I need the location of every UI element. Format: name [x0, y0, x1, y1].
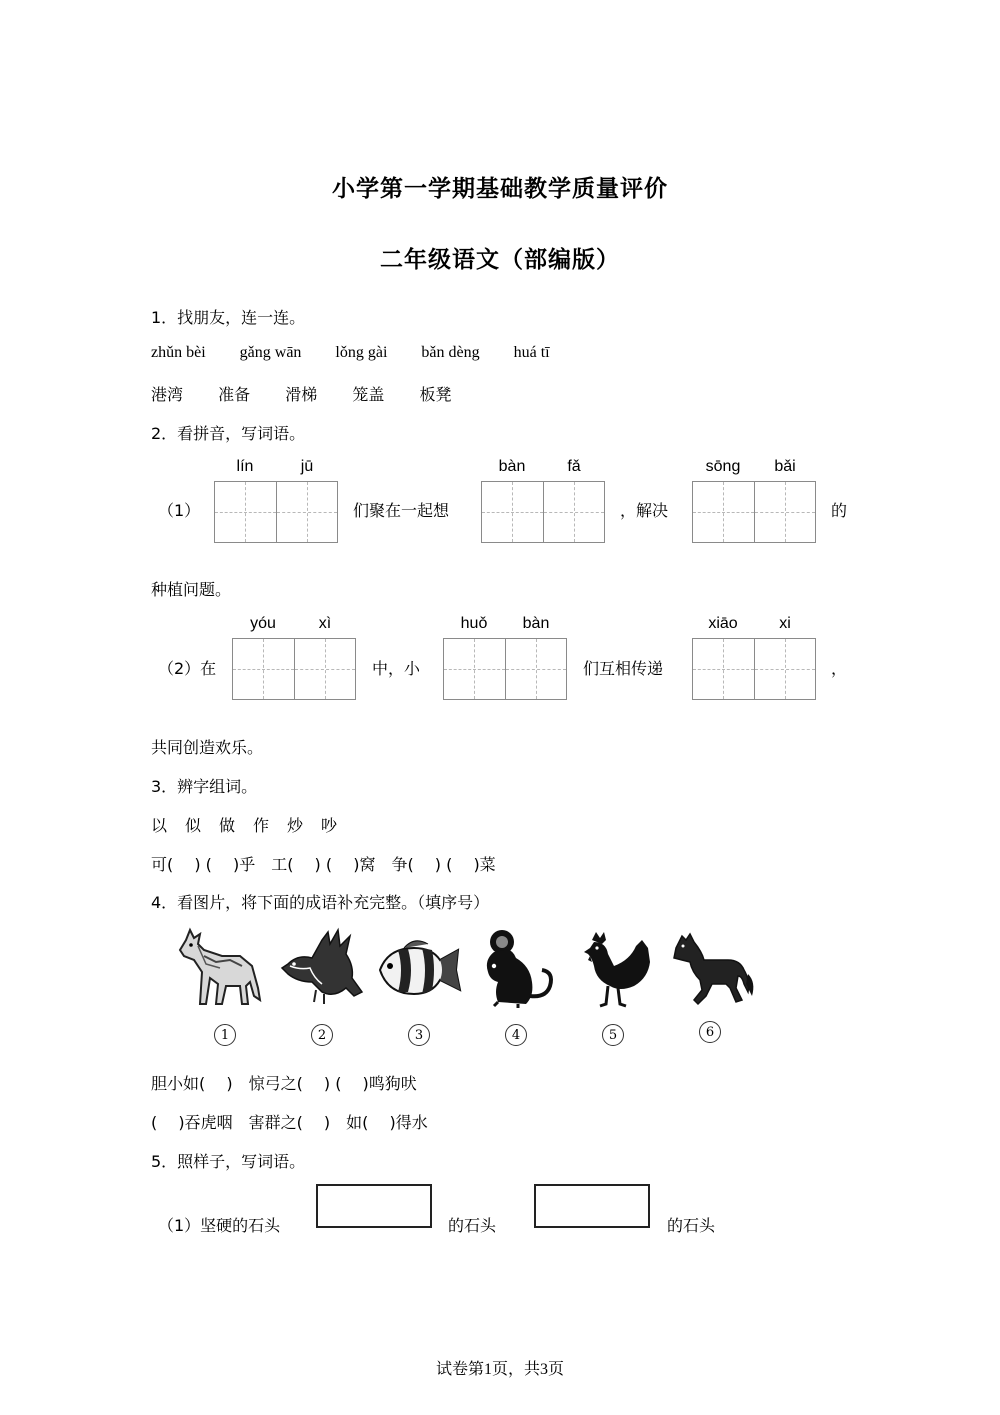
rooster-icon [570, 926, 660, 1010]
q2-item1-text: 们聚在一起想 [353, 501, 450, 520]
q2-item2-text: ， [831, 659, 848, 678]
q1-word: 板凳 [419, 385, 452, 404]
bird-icon [278, 926, 368, 1010]
page-title: 小学第一学期基础教学质量评价 [332, 176, 668, 202]
pinyin-label: xiāo [708, 615, 738, 632]
writing-grid[interactable] [481, 481, 605, 543]
q2-item2-continuation: 共同创造欢乐。 [151, 738, 264, 757]
pinyin-label: yóu [250, 615, 276, 632]
q4-idioms-line1: 胆小如( ) 惊弓之( ) ( )鸣狗吠 [151, 1074, 417, 1093]
mouse-icon [472, 926, 562, 1010]
q1-word: 滑梯 [285, 385, 318, 404]
pinyin-label: fǎ [567, 458, 581, 475]
q1-word: 港湾 [151, 385, 184, 404]
q2-item2-number: （2）在 [158, 659, 217, 678]
q1-pinyin-row [151, 344, 550, 362]
answer-box[interactable] [534, 1184, 650, 1228]
pinyin-label: bǎi [774, 458, 796, 475]
q4-idioms-line2: ( )吞虎咽 害群之( ) 如( )得水 [151, 1113, 428, 1132]
number-label: 2 [311, 1024, 333, 1046]
pinyin-label: huǒ [460, 615, 488, 632]
q1-pinyin: gǎng wān [239, 344, 302, 361]
q2-item2-text: 中，小 [372, 659, 421, 678]
pinyin-label: xi [779, 615, 791, 632]
pinyin-label: bàn [522, 615, 550, 632]
q1-word: 准备 [218, 385, 251, 404]
writing-grid[interactable] [232, 638, 356, 700]
fish-icon [374, 926, 464, 1010]
q1-pinyin: huá tī [513, 344, 550, 361]
pinyin-label: sōng [705, 458, 741, 475]
q5-example: （1）坚硬的石头 [158, 1216, 281, 1235]
q2-item1-text: ，解决 [620, 501, 669, 520]
number-label: 3 [408, 1024, 430, 1046]
pinyin-label: bàn [498, 458, 526, 475]
q1-pinyin: lǒng gài [335, 344, 388, 361]
q3-prompt: 3．辨字组词。 [151, 777, 258, 796]
q2-item2-text: 们互相传递 [583, 659, 664, 678]
writing-grid[interactable] [443, 638, 567, 700]
horse-icon [666, 926, 756, 1010]
number-label: 5 [602, 1024, 624, 1046]
q2-item1-number: （1） [158, 501, 201, 520]
q2-item1-continuation: 种植问题。 [151, 580, 232, 599]
q1-pinyin: bǎn dèng [421, 344, 480, 361]
q2-prompt: 2．看拼音，写词语。 [151, 424, 306, 443]
q1-word: 笼盖 [352, 385, 385, 404]
page-subtitle: 二年级语文（部编版） [380, 247, 620, 273]
writing-grid[interactable] [692, 481, 816, 543]
wolf-icon [176, 926, 266, 1010]
q2-item1-text: 的 [831, 501, 848, 520]
answer-box[interactable] [316, 1184, 432, 1228]
q1-pinyin: zhǔn bèi [151, 344, 206, 361]
number-label: 6 [699, 1021, 721, 1043]
q1-word-row [151, 382, 451, 405]
q3-blanks: 可( ) ( )乎 工( ) ( )窝 争( ) ( )菜 [151, 855, 496, 874]
q4-prompt: 4．看图片，将下面的成语补充完整。（填序号） [151, 893, 490, 912]
q5-prompt: 5．照样子，写词语。 [151, 1152, 306, 1171]
writing-grid[interactable] [692, 638, 816, 700]
writing-grid[interactable] [214, 481, 338, 543]
q1-prompt: 1．找朋友，连一连。 [151, 308, 306, 327]
number-label: 1 [214, 1024, 236, 1046]
q3-chars: 以 似 做 作 炒 吵 [151, 816, 339, 835]
pinyin-label: xì [318, 615, 332, 632]
page-number: 试卷第1页，共3页 [435, 1361, 564, 1378]
pinyin-label: lín [236, 458, 254, 475]
q5-suffix: 的石头 [667, 1216, 716, 1235]
q5-suffix: 的石头 [448, 1216, 497, 1235]
number-label: 4 [505, 1024, 527, 1046]
pinyin-label: jū [300, 458, 314, 475]
